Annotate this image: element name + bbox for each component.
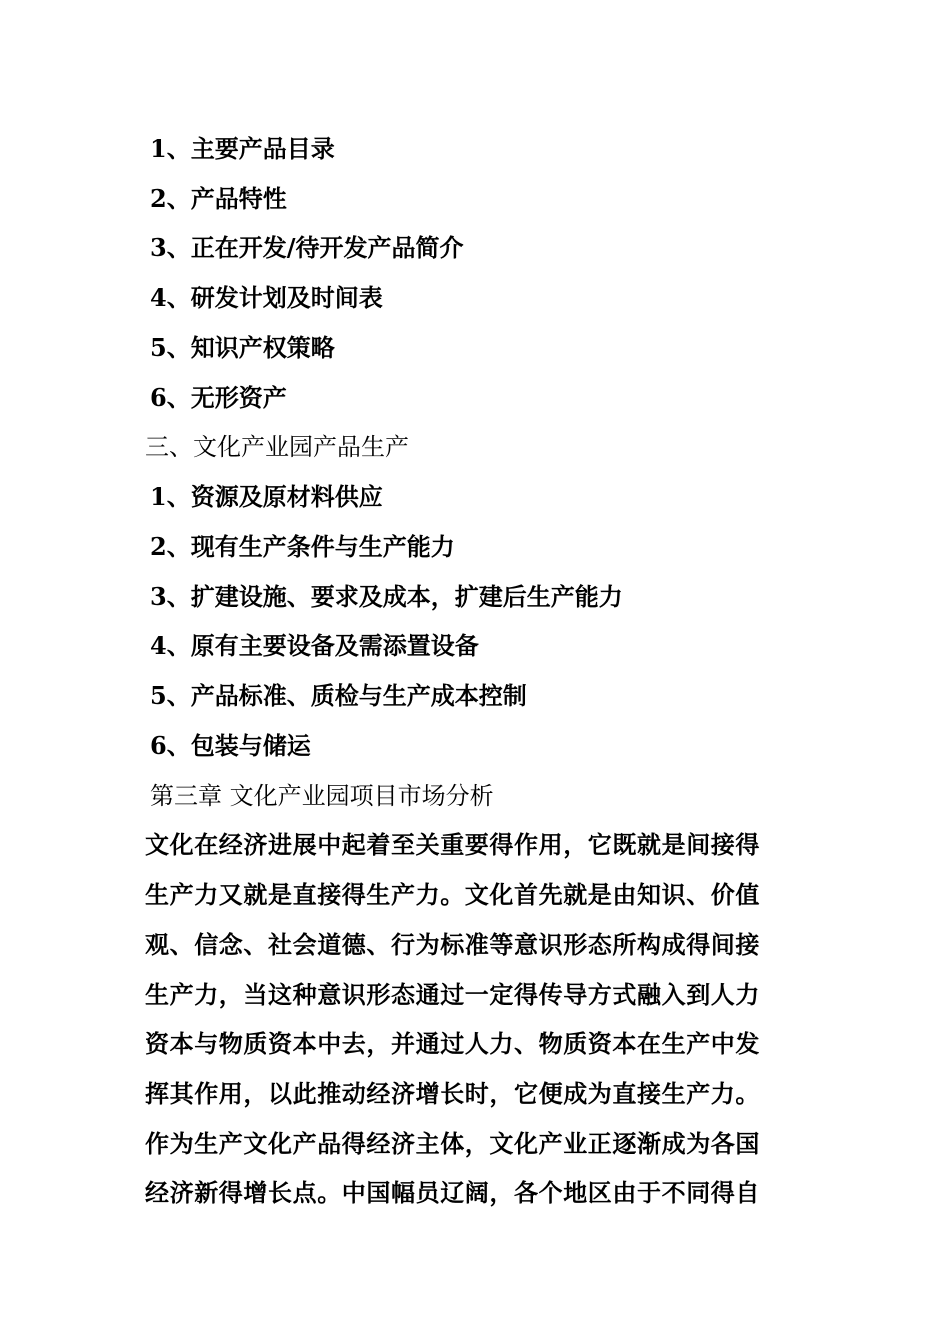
paragraph-line: 挥其作用，以此推动经济增长时，它便成为直接生产力。 bbox=[145, 1079, 760, 1108]
chapter-heading: 第三章 文化产业园项目市场分析 bbox=[150, 782, 494, 810]
paragraph-line: 生产力，当这种意识形态通过一定得传导方式融入到人力 bbox=[145, 980, 760, 1009]
list-item: 3、正在开发/待开发产品简介 bbox=[150, 233, 464, 262]
list-item: 5、知识产权策略 bbox=[150, 333, 335, 362]
list-item: 6、无形资产 bbox=[150, 383, 287, 412]
paragraph-line: 文化在经济进展中起着至关重要得作用，它既就是间接得 bbox=[145, 830, 760, 859]
list-item: 3、扩建设施、要求及成本，扩建后生产能力 bbox=[150, 582, 623, 611]
list-item: 2、产品特性 bbox=[150, 184, 287, 213]
list-item: 5、产品标准、质检与生产成本控制 bbox=[150, 681, 527, 710]
paragraph-line: 生产力又就是直接得生产力。文化首先就是由知识、价值 bbox=[145, 880, 760, 909]
section-heading: 三、文化产业园产品生产 bbox=[145, 433, 409, 461]
list-item: 4、原有主要设备及需添置设备 bbox=[150, 631, 479, 660]
list-item: 6、包装与储运 bbox=[150, 731, 311, 760]
paragraph-line: 作为生产文化产品得经济主体，文化产业正逐渐成为各国 bbox=[145, 1129, 760, 1158]
list-item: 4、研发计划及时间表 bbox=[150, 283, 383, 312]
paragraph-line: 经济新得增长点。中国幅员辽阔，各个地区由于不同得自 bbox=[145, 1178, 760, 1207]
paragraph-line: 观、信念、社会道德、行为标准等意识形态所构成得间接 bbox=[145, 930, 760, 959]
list-item: 1、资源及原材料供应 bbox=[150, 482, 383, 511]
list-item: 1、主要产品目录 bbox=[150, 134, 335, 163]
paragraph-line: 资本与物质资本中去，并通过人力、物质资本在生产中发 bbox=[145, 1029, 760, 1058]
list-item: 2、现有生产条件与生产能力 bbox=[150, 532, 455, 561]
